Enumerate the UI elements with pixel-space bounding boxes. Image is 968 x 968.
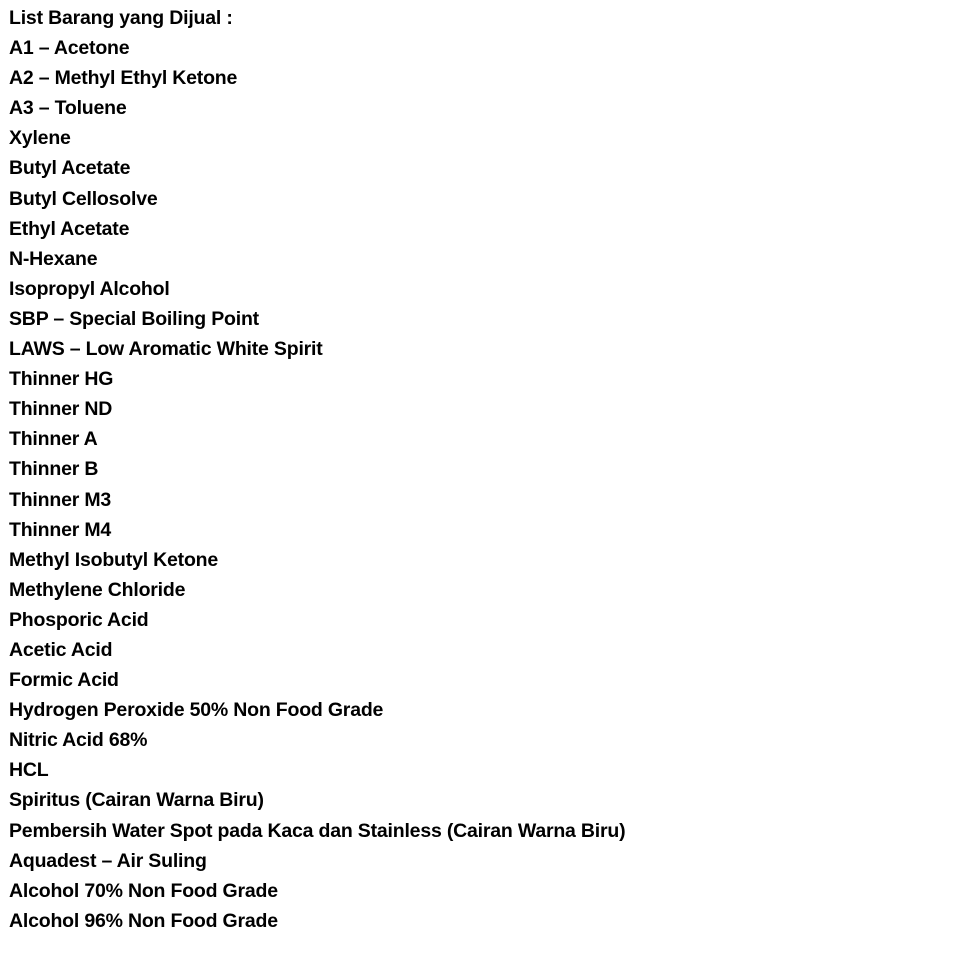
list-item: Methylene Chloride bbox=[9, 578, 186, 601]
list-item: Hydrogen Peroxide 50% Non Food Grade bbox=[9, 699, 384, 722]
list-item: N-Hexane bbox=[9, 247, 98, 270]
list-item: Alcohol 96% Non Food Grade bbox=[9, 909, 278, 932]
list-item: Thinner B bbox=[9, 458, 99, 481]
page-title: List Barang yang Dijual : bbox=[9, 7, 233, 29]
list-item: Spiritus (Cairan Warna Biru) bbox=[9, 789, 264, 812]
list-item: Thinner ND bbox=[9, 398, 113, 421]
list-item: Butyl Acetate bbox=[9, 157, 131, 180]
list-item: Methyl Isobutyl Ketone bbox=[9, 548, 219, 571]
list-item: Ethyl Acetate bbox=[9, 217, 130, 240]
list-item: A2 – Methyl Ethyl Ketone bbox=[9, 67, 238, 90]
list-item: Thinner M4 bbox=[9, 518, 112, 541]
list-item: Xylene bbox=[9, 127, 71, 150]
list-item: Thinner M3 bbox=[9, 488, 112, 511]
list-item: Butyl Cellosolve bbox=[9, 187, 158, 210]
list-item: A3 – Toluene bbox=[9, 97, 127, 120]
list-item: Acetic Acid bbox=[9, 638, 113, 661]
list-item: Pembersih Water Spot pada Kaca dan Stainless (Cairan Warna Biru) bbox=[9, 819, 626, 842]
list-item: Alcohol 70% Non Food Grade bbox=[9, 879, 278, 902]
list-item: A1 – Acetone bbox=[9, 37, 130, 60]
product-list bbox=[9, 33, 968, 936]
list-item: Nitric Acid 68% bbox=[9, 729, 148, 752]
list-item: SBP – Special Boiling Point bbox=[9, 307, 259, 330]
list-item: Isopropyl Alcohol bbox=[9, 277, 170, 300]
list-item: Phosporic Acid bbox=[9, 608, 149, 631]
list-item: Formic Acid bbox=[9, 669, 119, 692]
list-item: Thinner HG bbox=[9, 368, 114, 391]
list-item: Thinner A bbox=[9, 428, 98, 451]
list-item: LAWS – Low Aromatic White Spirit bbox=[9, 338, 323, 361]
list-item: HCL bbox=[9, 759, 49, 782]
list-item: Aquadest – Air Suling bbox=[9, 849, 207, 872]
